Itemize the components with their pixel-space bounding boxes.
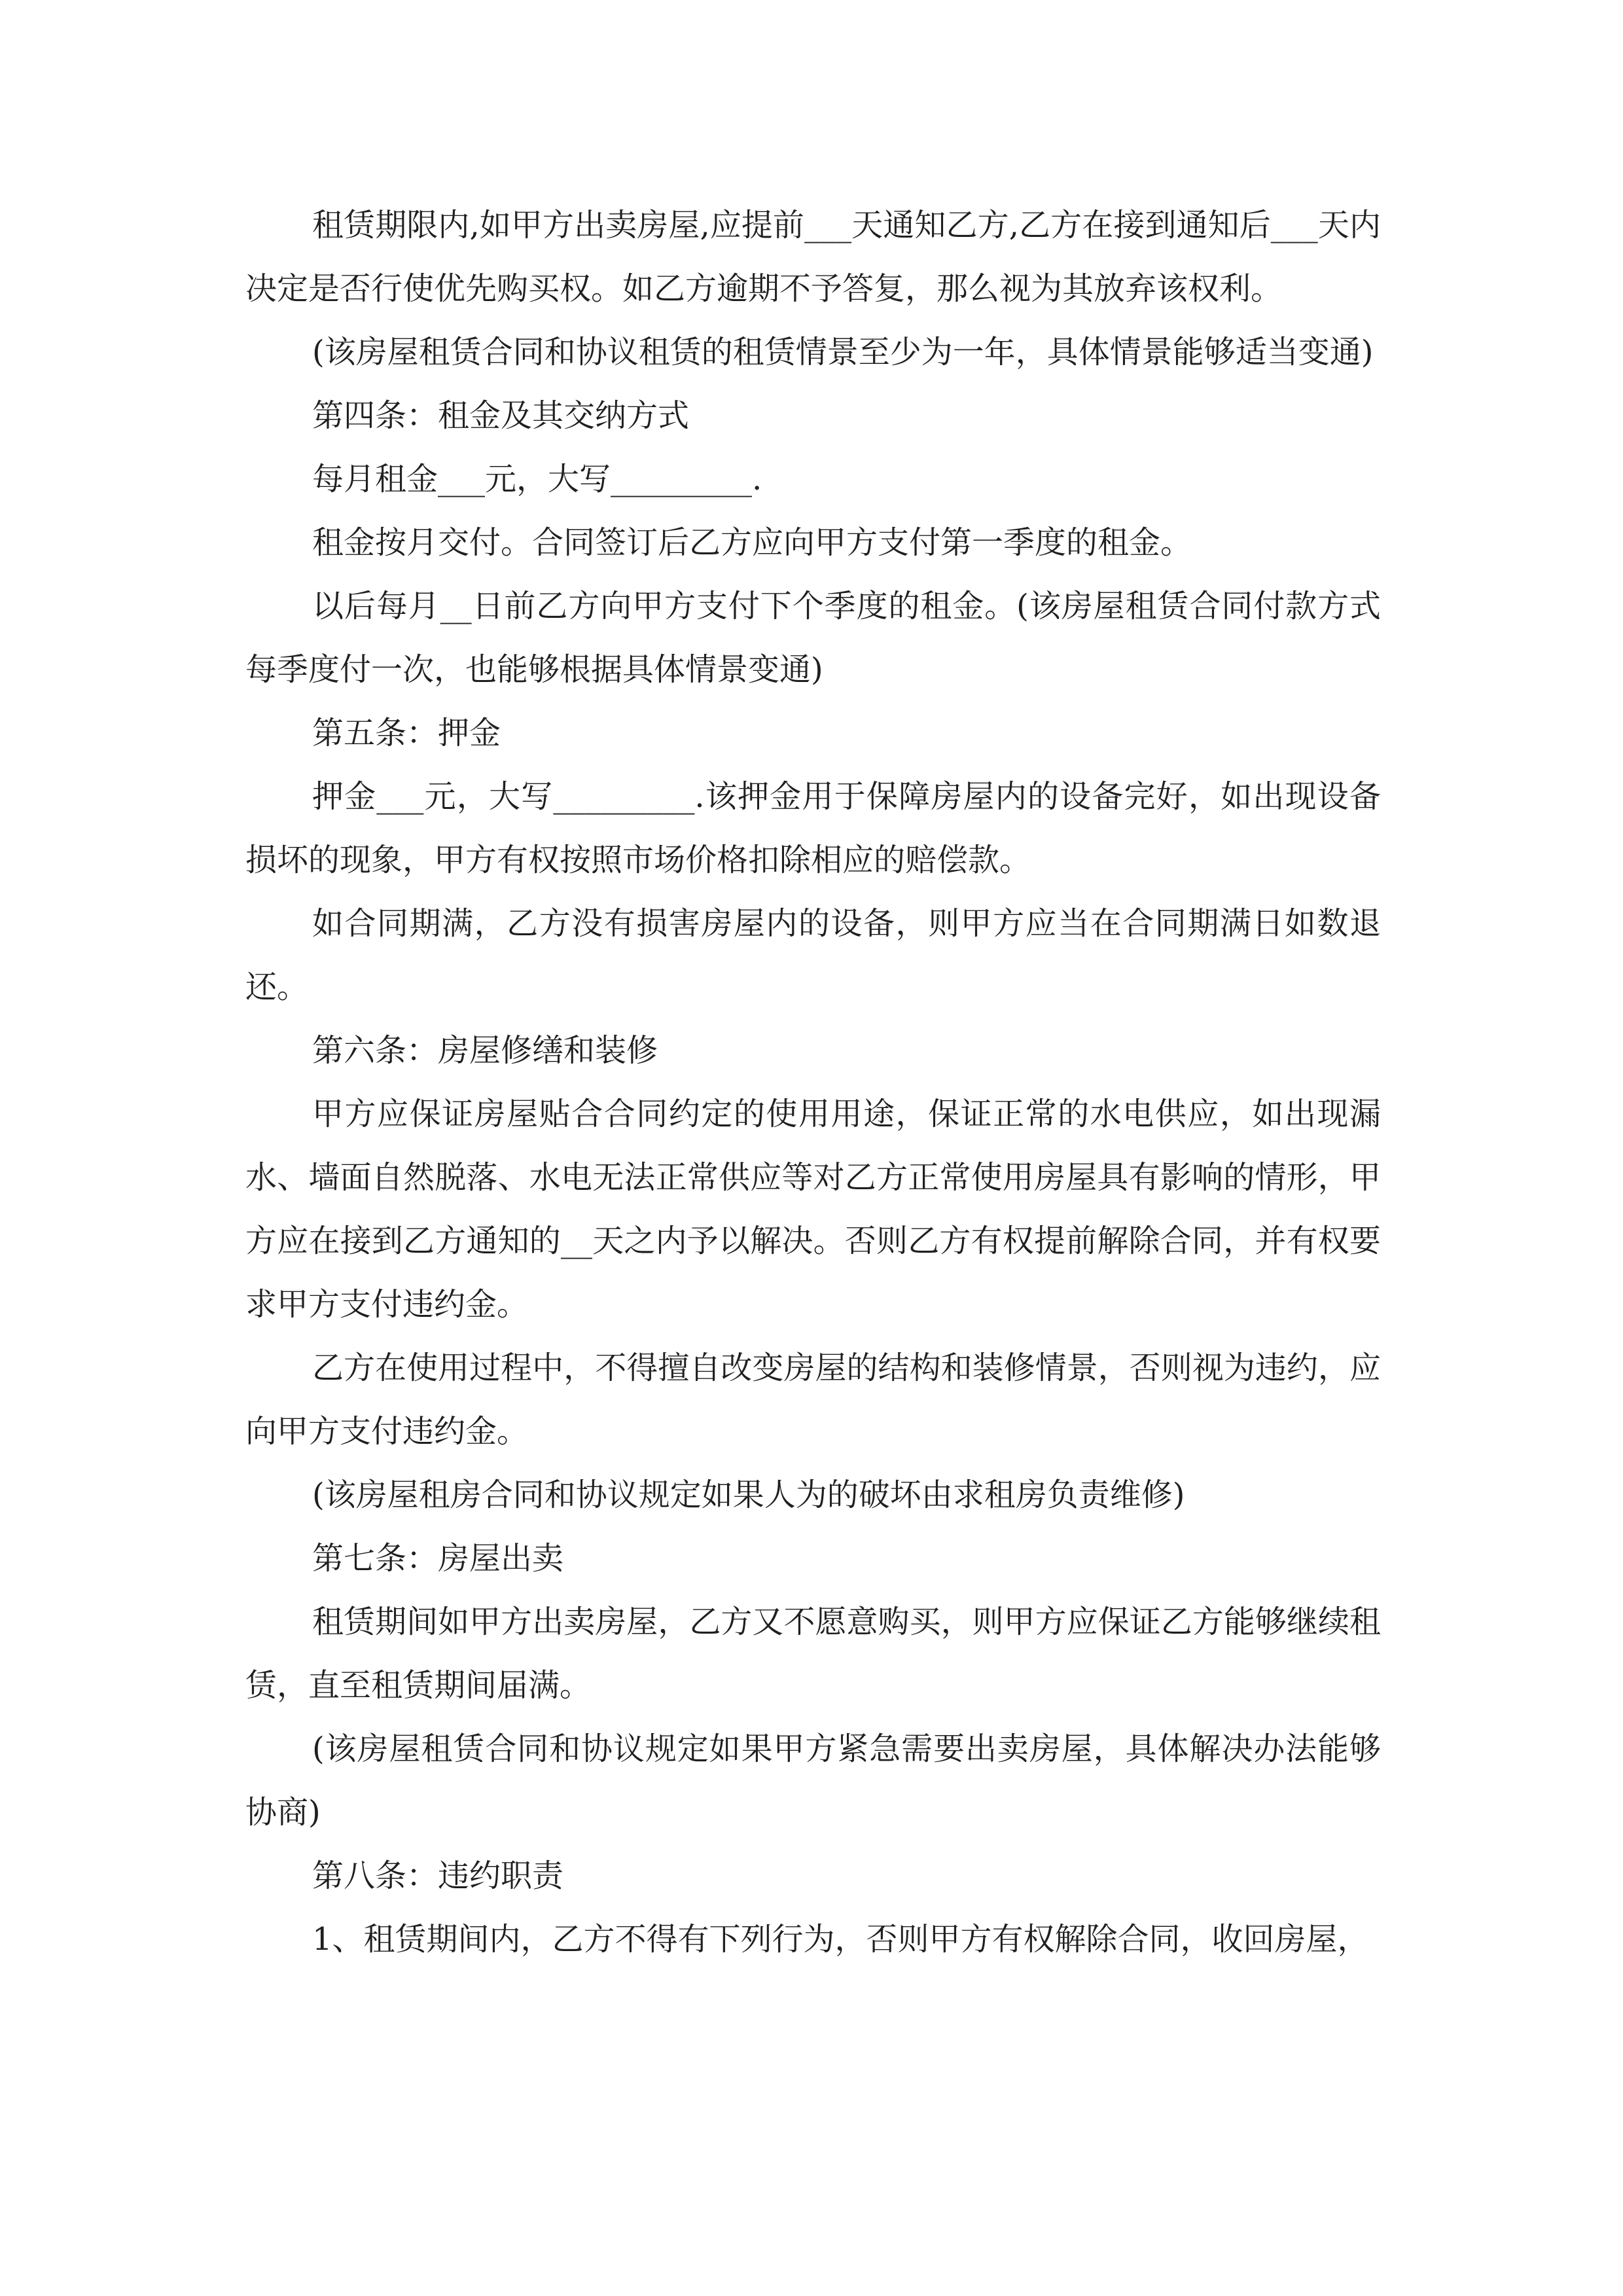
heading-article-4: 第四条：租金及其交纳方式	[312, 397, 690, 434]
heading-article-5: 第五条：押金	[312, 715, 501, 751]
paragraph-breach-item-1: 1、租赁期间内，乙方不得有下列行为，否则甲方有权解除合同，收回房屋，	[312, 1921, 1369, 1958]
paragraph-monthly-rent: 每月租金___元，大写_________.	[312, 461, 762, 497]
paragraph-sale-note: (该房屋租赁合同和协议规定如果甲方紧急需要出卖房屋，具体解决办法能够协商)	[245, 1731, 1381, 1831]
paragraph-quarterly-payment: 以后每月__日前乙方向甲方支付下个季度的租金。(该房屋租赁合同付款方式每季度付一次，也能够根据具体情景变通)	[245, 588, 1381, 688]
paragraph-deposit: 押金___元，大写_________.该押金用于保障房屋内的设备完好，如出现设备损坏的现象，甲方有权按照市场价格扣除相应的赔偿款。	[245, 778, 1381, 878]
heading-article-8: 第八条：违约职责	[312, 1857, 564, 1894]
paragraph-landlord-repair: 甲方应保证房屋贴合合同约定的使用用途，保证正常的水电供应，如出现漏水、墙面自然脱落、水电无法正常供应等对乙方正常使用房屋具有影响的情形，甲方应在接到乙方通知的__天之内予以解决。否则乙方有权提前解除合同，并有权要求甲方支付违约金。	[245, 1096, 1381, 1323]
heading-article-7: 第七条：房屋出卖	[312, 1540, 564, 1577]
heading-article-6: 第六条：房屋修缮和装修	[312, 1032, 658, 1069]
paragraph-purchase-right: 租赁期限内,如甲方出卖房屋,应提前___天通知乙方,乙方在接到通知后___天内决定是否行使优先购买权。如乙方逾期不予答复，那么视为其放弃该权利。	[245, 207, 1381, 307]
paragraph-deposit-return: 如合同期满，乙方没有损害房屋内的设备，则甲方应当在合同期满日如数退还。	[245, 905, 1381, 1005]
paragraph-lease-term-note: (该房屋租赁合同和协议租赁的租赁情景至少为一年，具体情景能够适当变通)	[312, 334, 1374, 370]
paragraph-repair-note: (该房屋租房合同和协议规定如果人为的破坏由求租房负责维修)	[312, 1477, 1185, 1513]
paragraph-sale-during-lease: 租赁期间如甲方出卖房屋，乙方又不愿意购买，则甲方应保证乙方能够继续租赁，直至租赁期间届满。	[245, 1604, 1381, 1704]
document-body	[245, 194, 1381, 1971]
paragraph-tenant-alteration: 乙方在使用过程中，不得擅自改变房屋的结构和装修情景，否则视为违约，应向甲方支付违约金。	[245, 1350, 1381, 1450]
paragraph-rent-payment: 租金按月交付。合同签订后乙方应向甲方支付第一季度的租金。	[312, 524, 1192, 561]
